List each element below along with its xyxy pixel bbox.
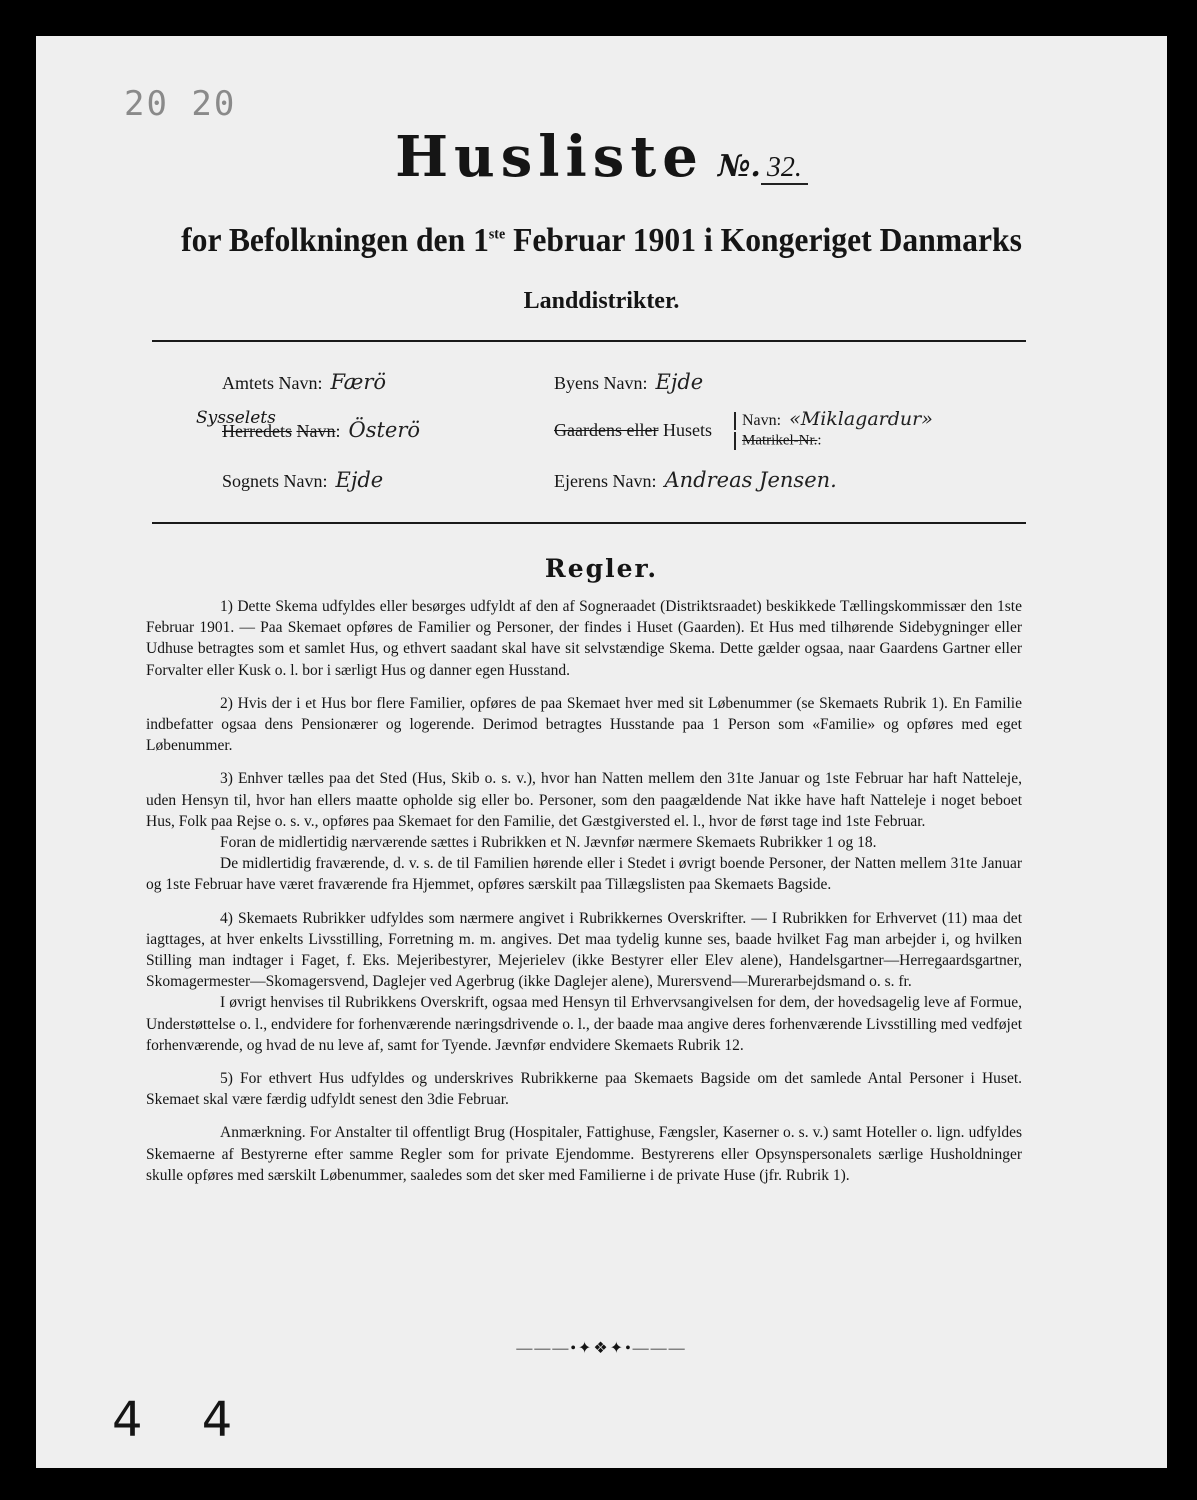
navn-label: Navn: <box>742 412 782 429</box>
navn-value: «Miklagardur» <box>789 408 933 430</box>
district-heading: Landdistrikter. <box>523 288 680 314</box>
field-husets <box>554 420 712 441</box>
field-byen <box>554 370 703 394</box>
divider-bottom <box>152 522 1026 524</box>
rule-paragraph: 5) For ethvert Hus udfyldes og underskrives Rubrikkerne paa Skemaets Bagside om det samlede Antal Personer i Huset. Skemaet skal være færdig udfyldt senest den 3die Februar. <box>146 1070 1022 1109</box>
ejer-label: Ejerens Navn: <box>554 471 657 491</box>
husets-label: Husets <box>662 420 712 440</box>
divider-top <box>152 340 1026 342</box>
rules-body <box>146 596 1022 1198</box>
byen-label: Byens Navn: <box>554 373 648 393</box>
field-sogn <box>222 468 383 492</box>
field-herred: Herredets Navn: Österö <box>222 418 421 442</box>
sogn-value: Ejde <box>335 468 384 492</box>
herred-navn: Navn <box>296 421 336 441</box>
ornament-divider: ———•✦❖✦•——— <box>516 1340 687 1357</box>
subtitle-after: Februar 1901 i Kongeriget Danmarks <box>505 222 1022 259</box>
sogn-label: Sognets Navn: <box>222 471 328 491</box>
field-matrikel <box>734 432 822 450</box>
folio-number: 4 4 <box>112 1392 255 1448</box>
gaard-struck: Gaardens eller <box>554 420 659 440</box>
amt-label: Amtets Navn: <box>222 373 323 393</box>
rules-heading: Regler. <box>544 554 659 583</box>
rule-paragraph: I øvrigt henvises til Rubrikkens Overskrift, ogsaa med Hensyn til Erhvervsangivelsen for dem, der hovedsagelig leve af Formue, Understøttelse o. l., endvidere for forhenværende næringsdrivende o. l., der baade maa angive deres forhenværende Livsstilling med vedføjet forhenværende, og hvad de nu leve af, samt for Tyende. Jævnfør endvidere Skemaets Rubrik 12. <box>146 994 1022 1054</box>
byen-value: Ejde <box>655 370 704 394</box>
rule-paragraph: 1) Dette Skema udfyldes eller besørges udfyldt af den af Sogneraadet (Distriktsraadet) beskikkede Tællingskommissær den 1ste Februar 1901. — Paa Skemaet opføres de Familier og Personer, der findes i Huset (Gaarden). Et Hus med tilhørende Sidebygninger eller Udhuse betragtes som et samlet Hus, og ethvert saadant skal have sit selvstændige Skema. Dette gælder ogsaa, naar Gaardens Gartner eller Forvalter eller Kusk o. l. bor i særligt Hus og danner egen Husstand. <box>146 598 1022 679</box>
document-title <box>36 124 1167 190</box>
matrikel-struck: Matrikel-Nr. <box>742 432 818 449</box>
list-number: 32. <box>761 152 808 185</box>
herred-value: Österö <box>348 418 421 442</box>
number-sign: №. <box>717 149 761 184</box>
rule-paragraph: 2) Hvis der i et Hus bor flere Familier, opføres de paa Skemaet hver med sit Løbenummer (se Skemaets Rubrik 1). En Familie indbefatter ogsaa dens Pensionærer og logerende. Derimod betragtes Husstande paa 1 Person som «Familie» og opføres med eget Løbenummer. <box>146 694 1022 755</box>
rule-paragraph: 4) Skemaets Rubrikker udfyldes som nærmere angivet i Rubrikkernes Overskrifter. — I Rubrikken for Erhvervet (11) maa det iagttages, at hver enkelts Livsstilling, Forretning m. m. angives. Det maa tydelig kunne ses, baade hvilket Fag man arbejder i, og hvilken Stilling man indtager i Faget, f. Eks. Mejeribestyrer, Mejerielev (ikke Bestyrer eller Elev alene), Handelsgartner—Herregaardsgartner, Skomagermester—Skomagersvend, Daglejer ved Agerbrug (ikke Daglejer alene), Murersvend—Murerarbejdsmand o. s. fr. <box>146 909 1022 991</box>
field-ejer <box>554 468 837 492</box>
field-navn <box>734 408 933 430</box>
amt-value: Færö <box>330 370 387 394</box>
rule-paragraph: Foran de midlertidig nærværende sættes i Rubrikken et N. Jævnfør nærmere Skemaets Rubrikker 1 og 18. <box>220 834 877 852</box>
field-amt <box>222 370 386 394</box>
herred-label: Herredets <box>222 421 292 441</box>
rule-paragraph: Anmærkning. For Anstalter til offentligt Brug (Hospitaler, Fattighuse, Fængsler, Kaserner o. s. v.) samt Hoteller o. lign. udfyldes Skemaerne af Bestyrerne efter samme Regler som for private Ejendomme. Bestyrerens eller Opsynspersonalets særlige Husholdninger skulle opføres med særskilt Løbenummer, saaledes som det sker med Familierne i de private Huse (jfr. Rubrik 1). <box>146 1124 1022 1184</box>
page-stamp: 20 20 <box>124 84 237 124</box>
rule-paragraph: 3) Enhver tælles paa det Sted (Hus, Skib o. s. v.), hvor han Natten mellem den 31te Januar og 1ste Februar har haft Natteleje, uden Hensyn til, hvor han ellers maatte opholde sig eller bo. Personer, som den paagældende Nat ikke have haft Natteleje i noget beboet Hus, Folk paa Rejse o. s. v., opføres paa Skemaet for den Familie, det Gæstgiversted el. l., hvor de først tage ind 1ste Februar. <box>146 770 1022 830</box>
subtitle-sup: ste <box>488 226 506 243</box>
title-word: Husliste <box>395 124 704 190</box>
ejer-value: Andreas Jensen. <box>664 468 837 492</box>
census-sheet <box>36 36 1167 1468</box>
subtitle-before: for Befolkningen den 1 <box>181 222 489 259</box>
rule-paragraph: De midlertidig fraværende, d. v. s. de til Familien hørende eller i Stedet i øvrigt boende Personer, der Natten mellem 31te Januar og 1ste Februar have været fraværende fra Hjemmet, opføres særskilt paa Tillægslisten paa Skemaets Bagside. <box>146 855 1022 894</box>
syssel-handwritten: Sysselets <box>196 408 276 428</box>
document-subtitle <box>76 222 1128 260</box>
matrikel-colon: : <box>817 432 822 449</box>
